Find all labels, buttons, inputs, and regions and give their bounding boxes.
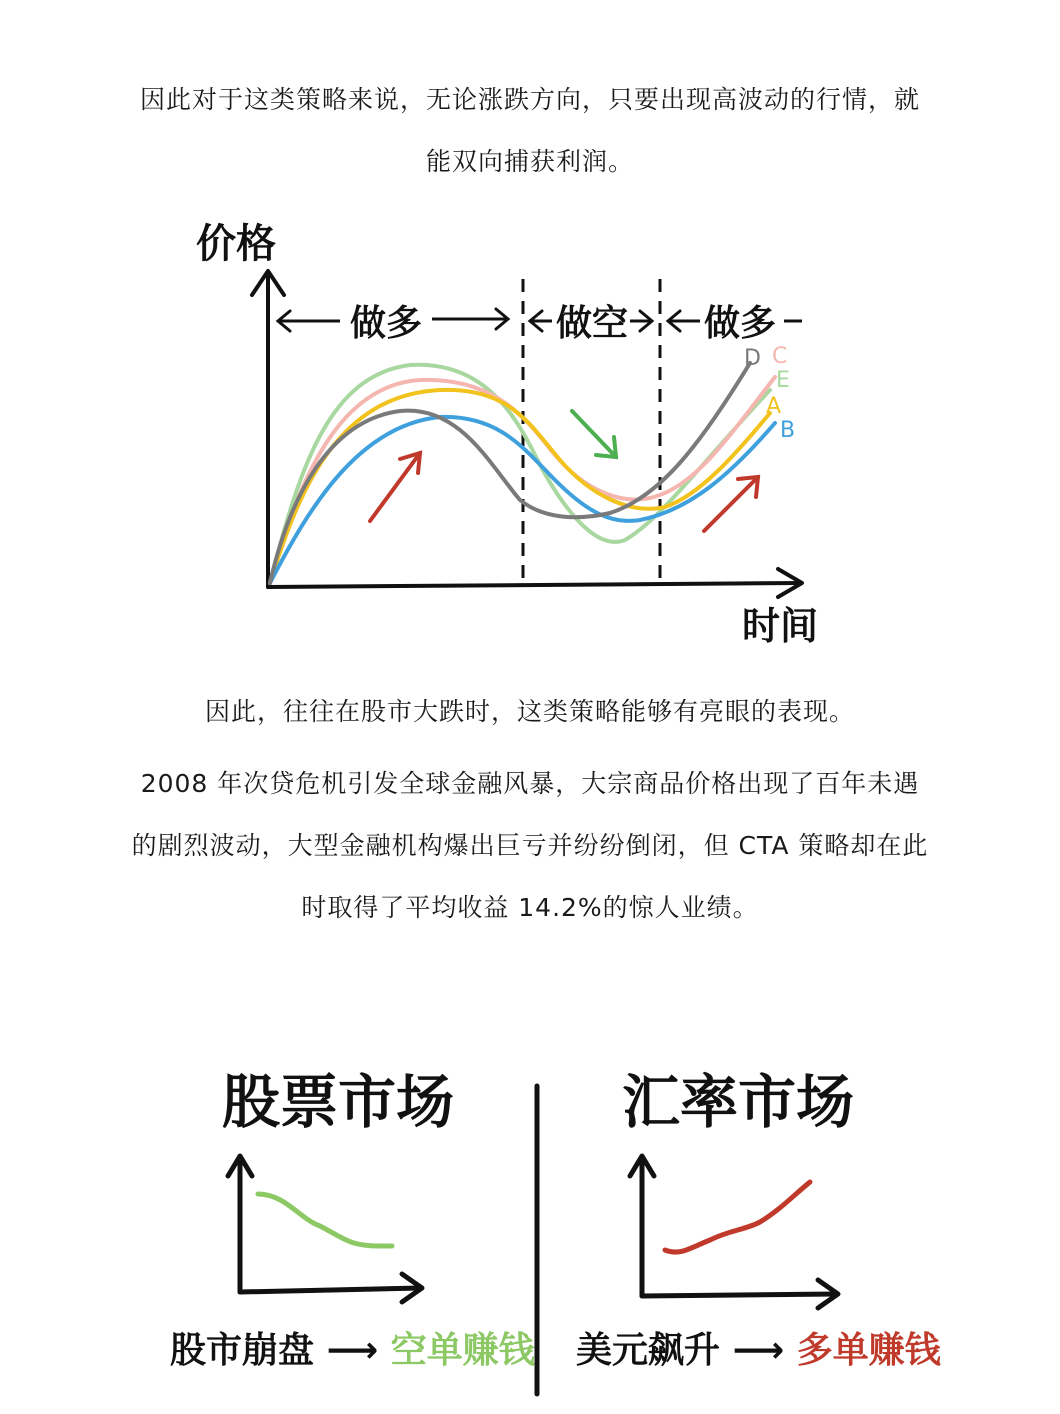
stock-caption bbox=[170, 1322, 535, 1373]
fx-caption-result: 多单赚钱 bbox=[796, 1330, 941, 1371]
zone-short bbox=[530, 303, 652, 344]
x-axis bbox=[268, 583, 800, 587]
curve-label-b: B bbox=[780, 418, 796, 443]
stock-x-axis bbox=[240, 1288, 420, 1292]
stock-caption-result: 空单赚钱 bbox=[390, 1330, 535, 1371]
curve-label-c: C bbox=[772, 344, 788, 369]
body-line-4: 时取得了平均收益 14.2%的惊人业绩。 bbox=[301, 893, 759, 922]
strategy-diagram bbox=[0, 215, 1060, 655]
zone-label-long-1: 做多 bbox=[350, 303, 423, 344]
arrow-icon: ⟶ bbox=[732, 1330, 785, 1371]
body-line-3: 的剧烈波动，大型金融机构爆出巨亏并纷纷倒闭，但 CTA 策略却在此 bbox=[131, 831, 929, 860]
y-axis-label: 价格 bbox=[196, 221, 276, 267]
intro-line-1: 因此对于这类策略来说，无论涨跌方向，只要出现高波动的行情，就 bbox=[139, 85, 920, 114]
curve-label-d: D bbox=[744, 346, 761, 371]
stock-caption-prefix: 股市崩盘 bbox=[170, 1330, 315, 1371]
x-axis-label: 时间 bbox=[742, 604, 819, 648]
fx-market-title: 汇率市场 bbox=[622, 1068, 855, 1136]
fx-x-axis bbox=[642, 1294, 836, 1296]
stock-line bbox=[258, 1194, 392, 1246]
body-line-2: 2008 年次贷危机引发全球金融风暴，大宗商品价格出现了百年未遇 bbox=[140, 769, 920, 798]
body-line-1: 因此，往往在股市大跌时，这类策略能够有亮眼的表现。 bbox=[204, 697, 855, 726]
arrow-up-1 bbox=[370, 453, 420, 521]
zone-label-short: 做空 bbox=[556, 303, 629, 344]
curve-label-a: A bbox=[766, 394, 782, 419]
fx-line bbox=[665, 1182, 810, 1252]
zone-label-long-2: 做多 bbox=[704, 303, 777, 344]
intro-line-2: 能双向捕获利润。 bbox=[425, 147, 634, 176]
fx-caption bbox=[576, 1322, 941, 1373]
stock-market-title: 股票市场 bbox=[222, 1068, 455, 1136]
zone-long-1 bbox=[278, 303, 508, 344]
curve-label-e: E bbox=[776, 368, 790, 393]
arrow-down bbox=[572, 411, 616, 457]
fx-caption-prefix: 美元飙升 bbox=[576, 1330, 721, 1371]
zone-long-2 bbox=[668, 303, 802, 344]
arrow-icon: ⟶ bbox=[326, 1330, 379, 1371]
